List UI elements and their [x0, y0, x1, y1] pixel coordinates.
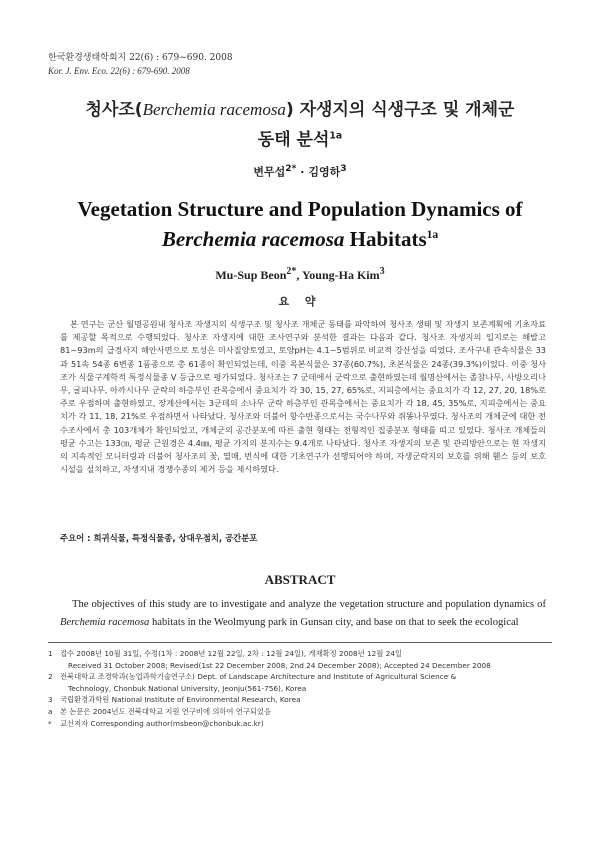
authors-korean [0, 163, 600, 180]
author2-en-note: 3 [379, 266, 385, 277]
footnote-line: Received 31 October 2008; Revised(1st 22 December 2008, 2nd 24 December 2008); Accepted 24 December 2008 [68, 660, 491, 670]
footnote-line: 접수 2008년 10월 31일, 수정(1차 : 2008년 12월 22일, 2차 : 12월 24일), 게재확정 2008년 12월 24일 [60, 649, 402, 658]
title-ko-line2: 동태 분석 [257, 130, 330, 150]
abstract-en-part1: The objectives of this study are to investigate and analyze the vegetation structure and population dynamics of [72, 599, 546, 610]
footnotes [48, 648, 552, 729]
journal-citation-en: Kor. J. Env. Eco. 22(6) : 679-690. 2008 [48, 66, 190, 76]
journal-citation-ko: 한국환경생태학회지 22(6) : 679~690. 2008 [48, 53, 233, 63]
keywords-text: 희귀식물, 특정식물종, 상대우점치, 공간분포 [93, 533, 258, 543]
author1-ko-note: 2* [285, 163, 297, 174]
title-ko-species: Berchemia racemosa [142, 100, 286, 119]
footnote-3 [48, 694, 552, 706]
summary-heading: 요 약 [278, 295, 322, 308]
footnote-line: 국립환경과학원 National Institute of Environmental Research, Korea [60, 695, 301, 705]
author-separator-ko: · [296, 165, 309, 179]
footnote-mark: 1 [48, 649, 53, 658]
journal-citation [48, 52, 233, 78]
footnote-line: 전북대학교 조경학과(농업과학기술연구소) Dept. of Landscape Architecture and Institute of Agricultural Science & [60, 672, 457, 682]
footnote-a [48, 706, 552, 718]
title-english [30, 194, 570, 254]
title-korean [40, 95, 560, 155]
author-separator-en: , [296, 268, 302, 282]
footnote-mark: a [48, 706, 53, 716]
author2-en: Young-Ha Kim [301, 268, 380, 282]
abstract-en-species: Berchemia racemosa [60, 617, 150, 628]
keywords [60, 532, 257, 544]
abstract-en-part2: habitats in the Weolmyung park in Gunsan city, and base on that to seek the ecological [149, 617, 519, 628]
author1-ko: 변무섭 [253, 165, 286, 179]
abstract-korean: 본 연구는 군산 월명공원내 청사조 자생지의 식생구조 및 청사조 개체군 동태를 파악하여 청사조 생태 및 자생지 보존계획에 기초자료를 제공할 목적으로 수행되었다. 청사조 자생지에 대한 조사연구와 분석한 결과는 다음과 같다. 청사조 자생지의 입지로는 해발고 81~93m의 급경사지 해안사면으로 토성은 미사질양토였고, 토양pH는 4.1~5범위로 비교적 강산성을 띠었다. 조사구내 관속식물은 33과 51속 54종 6변종 1품종으로 총 61종이 확인되었는데, 이중 목본식물은 37종(60.7%), 초본식물은 24종(39.3%)이었다. 이중 청사조가 식물구계학적 특정식물종 V 등급으로 평가되었다. 청사조는 7 군데에서 군락으로 출현하였는데 월명산에서는 졸참나무, 사방오리나무, 굴피나무, 아까시나무 군락의 하층부인 관목층에서 중요치가 각 30, 15, 27, 65%로, 지피층에서는 중요치가 각 12, 27, 20, 18%로 주로 우점하며 출현하였고, 장계산에서는 3군데의 소나무 군락 하층부인 관목층에서는 중요치가 각 18, 45, 35%로, 지피층에서는 중요치가 각 11, 18, 21%로 우점하면서 나타났다. 청사조와 더불어 항수반종으로서는 국수나무와 쥐똥나무였다. 청사조의 개체군에 대한 전수조사에서 총 103개체가 확인되었고, 개체군의 공간분포에 따른 출현 형태는 전형적인 집중분포 형태를 띠고 있었다. 청사조 개체들의 평균 수고는 133㎝, 평균 근원경은 4.4㎜, 평균 가지의 분지수는 9.4개로 나타났다. 청사조 자생지의 보존 및 관리방안으로는 현 자생지의 지속적인 모니터링과 더불어 청사조의 꽃, 열매, 번식에 대한 기초연구가 선행되어야 하며, 자생군락지의 보호를 위해 휀스 등의 보호시설을 설치하고, 자생지내 경쟁수종의 제거 등을 제시하였다. [60, 319, 546, 475]
footnote-mark: 3 [48, 695, 53, 705]
title-en-species: Berchemia racemosa [161, 227, 345, 251]
authors-english [0, 266, 600, 283]
footnote-corresponding [48, 718, 552, 730]
keywords-label: 주요어 : [60, 533, 94, 543]
title-ko-prefix: 청사조( [85, 100, 143, 120]
footnote-mark: * [48, 718, 52, 728]
footnote-2 [48, 671, 552, 694]
author1-en-note: 2* [286, 266, 297, 277]
author2-ko: 김영하 [308, 165, 341, 179]
abstract-english [60, 596, 546, 632]
footnote-mark: 2 [48, 672, 53, 682]
title-en-line2-suffix: Habitats [344, 227, 427, 251]
author1-en: Mu-Sup Beon [215, 268, 287, 282]
footnote-line: 본 논문은 2004년도 전북대학교 지원 연구비에 의하여 연구되었음 [60, 706, 272, 716]
title-en-line1: Vegetation Structure and Population Dynamics of [77, 197, 523, 221]
footnote-line: 교신저자 Corresponding author(msbeon@chonbuk.ac.kr) [60, 718, 264, 728]
title-ko-note: 1a [329, 130, 343, 142]
footnote-divider [48, 642, 552, 643]
author2-ko-note: 3 [340, 163, 347, 174]
footnote-1 [48, 648, 552, 671]
abstract-heading: ABSTRACT [264, 572, 336, 587]
footnote-line: Technology, Chonbuk National University, Jeonju(561-756), Korea [68, 683, 307, 693]
title-ko-suffix: ) 자생지의 식생구조 및 개체군 [285, 100, 515, 120]
title-en-note: 1a [426, 229, 439, 241]
